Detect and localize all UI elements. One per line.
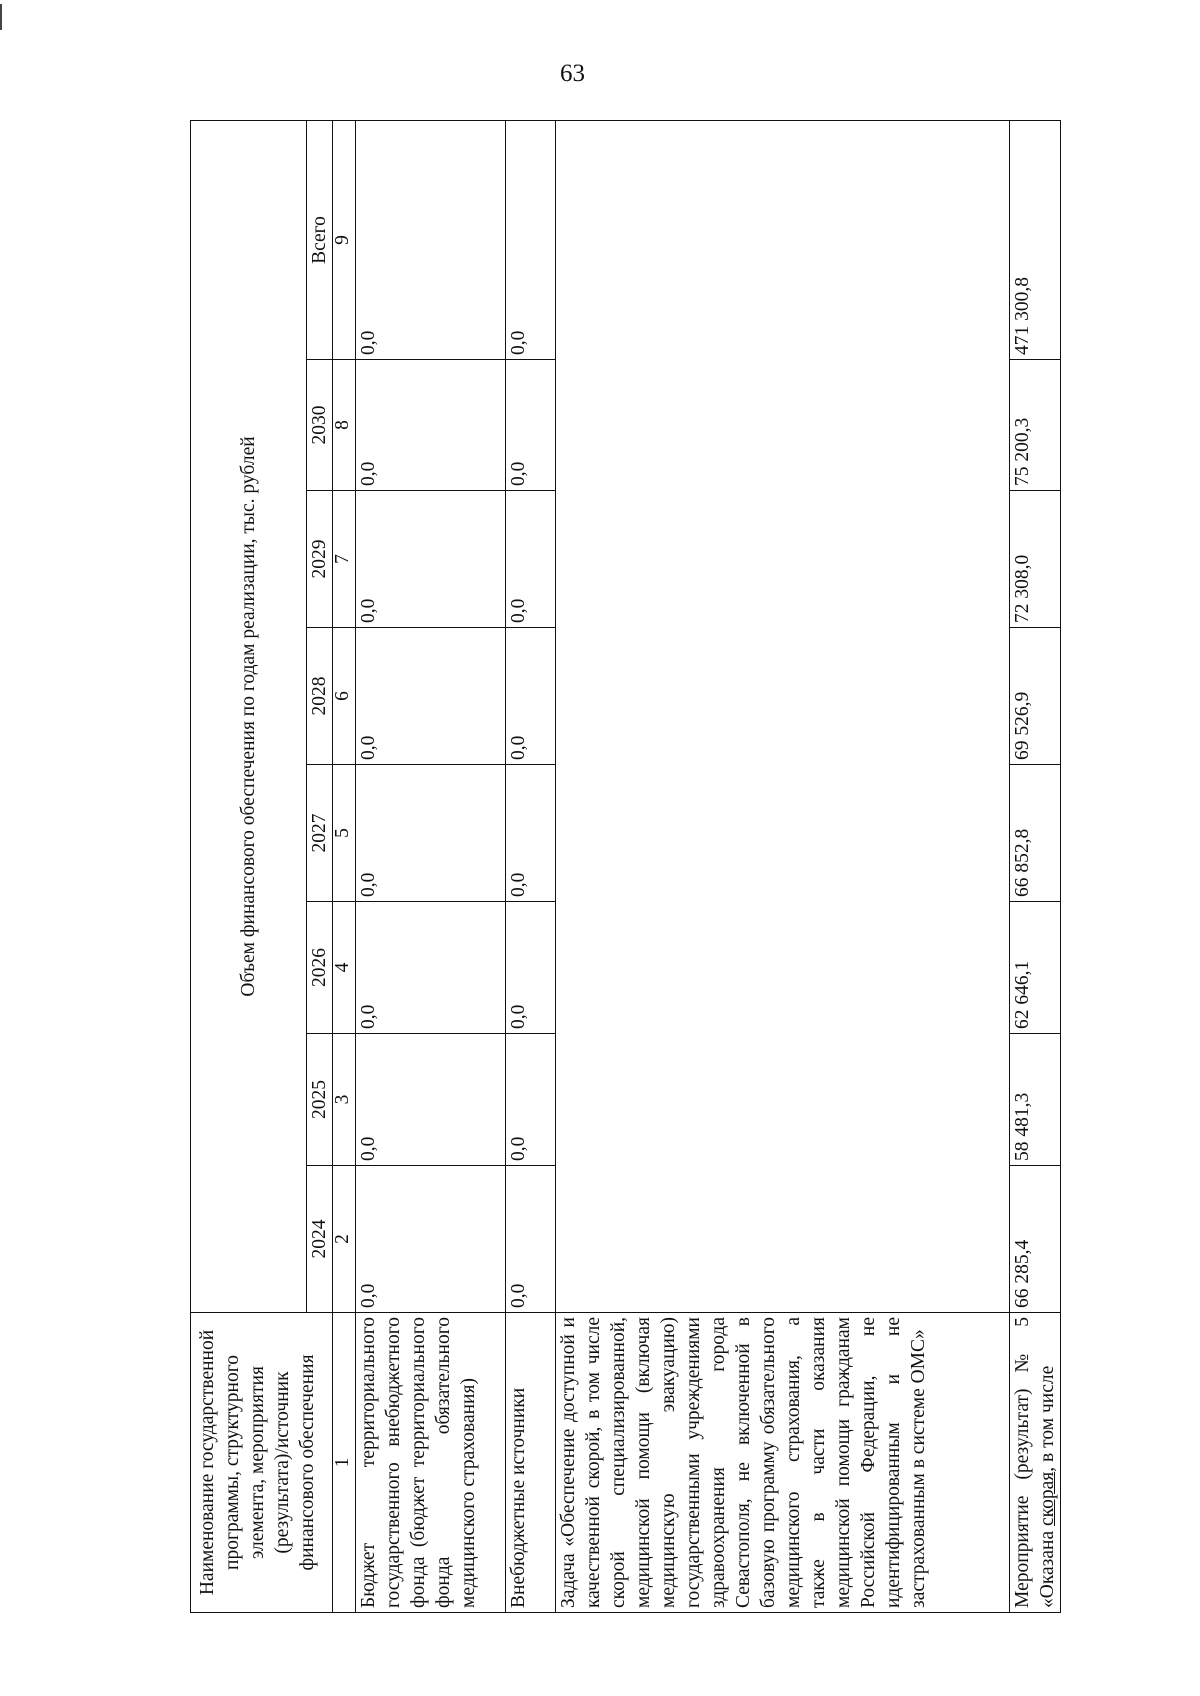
- year-header: 2027: [307, 765, 333, 902]
- year-header: 2026: [307, 902, 333, 1034]
- year-header: 2028: [307, 628, 333, 765]
- task-empty-cell: [556, 120, 1010, 1312]
- column-number: 4: [333, 902, 356, 1034]
- table-row: [356, 120, 506, 1612]
- header-row: [191, 120, 307, 1612]
- row-value: 66 852,8: [1010, 765, 1061, 902]
- row-value: 0,0: [506, 491, 556, 628]
- row-value: 75 200,3: [1010, 360, 1061, 491]
- row-value: 0,0: [356, 491, 506, 628]
- measure-name-part: Мероприятие (результат) № 5 «Оказана: [1012, 1317, 1058, 1608]
- column-number: 9: [333, 120, 356, 359]
- column-number: 5: [333, 765, 356, 902]
- column-number: 7: [333, 491, 356, 628]
- row-value: 0,0: [506, 765, 556, 902]
- task-name: Задача «Обеспечение доступной и качественной скорой, в том числе скорой специализированной, медицинской помощи (включая медицинскую эвакуацию) государственными учреждениями здравоохранения города Севастополя, не включенной в базовую программу обязательного медицинского страхования, а также в части оказания медицинской помощи гражданам Российской Федерации, не идентифицированным и не застрахованным в системе ОМС»: [556, 1313, 1010, 1613]
- row-value: 58 481,3: [1010, 1034, 1061, 1166]
- row-name: Внебюджетные источники: [506, 1313, 556, 1613]
- row-value: 0,0: [506, 360, 556, 491]
- name-column-header: Наименование государственной программы, структурного элемента, мероприятия (результата)/источник финансового обеспечения 1: [191, 1313, 356, 1613]
- row-name: Бюджет территориального государственного внебюджетного фонда (бюджет территориального фонда обязательного медицинского страхования): [356, 1313, 506, 1613]
- row-value: 62 646,1: [1010, 902, 1061, 1034]
- row-value: 72 308,0: [1010, 491, 1061, 628]
- row-value: 0,0: [356, 360, 506, 491]
- scan-edge-mark: [0, 4, 2, 30]
- column-number: 2: [333, 1166, 356, 1313]
- row-value: 66 285,4: [1010, 1166, 1061, 1313]
- column-number: 1: [332, 1313, 355, 1612]
- page-number: 63: [560, 60, 585, 87]
- financing-table: [190, 120, 1061, 1613]
- table-row: [1010, 120, 1061, 1612]
- column-number: 3: [333, 1034, 356, 1166]
- column-number: 6: [333, 628, 356, 765]
- row-value: 0,0: [506, 902, 556, 1034]
- task-row: [556, 120, 1010, 1612]
- row-value: 0,0: [356, 1166, 506, 1313]
- column-number: 8: [333, 360, 356, 491]
- financing-group-header: Объем финансового обеспечения по годам реализации, тыс. рублей: [191, 120, 307, 1312]
- row-total: 0,0: [506, 120, 556, 359]
- measure-name-underlined: скорая: [1037, 1471, 1058, 1526]
- year-header: 2024: [307, 1166, 333, 1313]
- row-value: 0,0: [506, 1034, 556, 1166]
- row-value: 0,0: [356, 628, 506, 765]
- row-value: 0,0: [356, 765, 506, 902]
- year-header: 2030: [307, 360, 333, 491]
- measure-name: [1010, 1313, 1061, 1613]
- measure-name-part: , в том числе: [1037, 1365, 1058, 1472]
- total-header: Всего: [307, 120, 333, 359]
- row-total: 0,0: [356, 120, 506, 359]
- table-row: [506, 120, 556, 1612]
- year-header: 2025: [307, 1034, 333, 1166]
- row-value: 0,0: [506, 628, 556, 765]
- rotated-table-container: [190, 121, 1116, 1613]
- row-value: 69 526,9: [1010, 628, 1061, 765]
- row-value: 0,0: [506, 1166, 556, 1313]
- row-total: 471 300,8: [1010, 120, 1061, 359]
- row-value: 0,0: [356, 1034, 506, 1166]
- row-value: 0,0: [356, 902, 506, 1034]
- year-header: 2029: [307, 491, 333, 628]
